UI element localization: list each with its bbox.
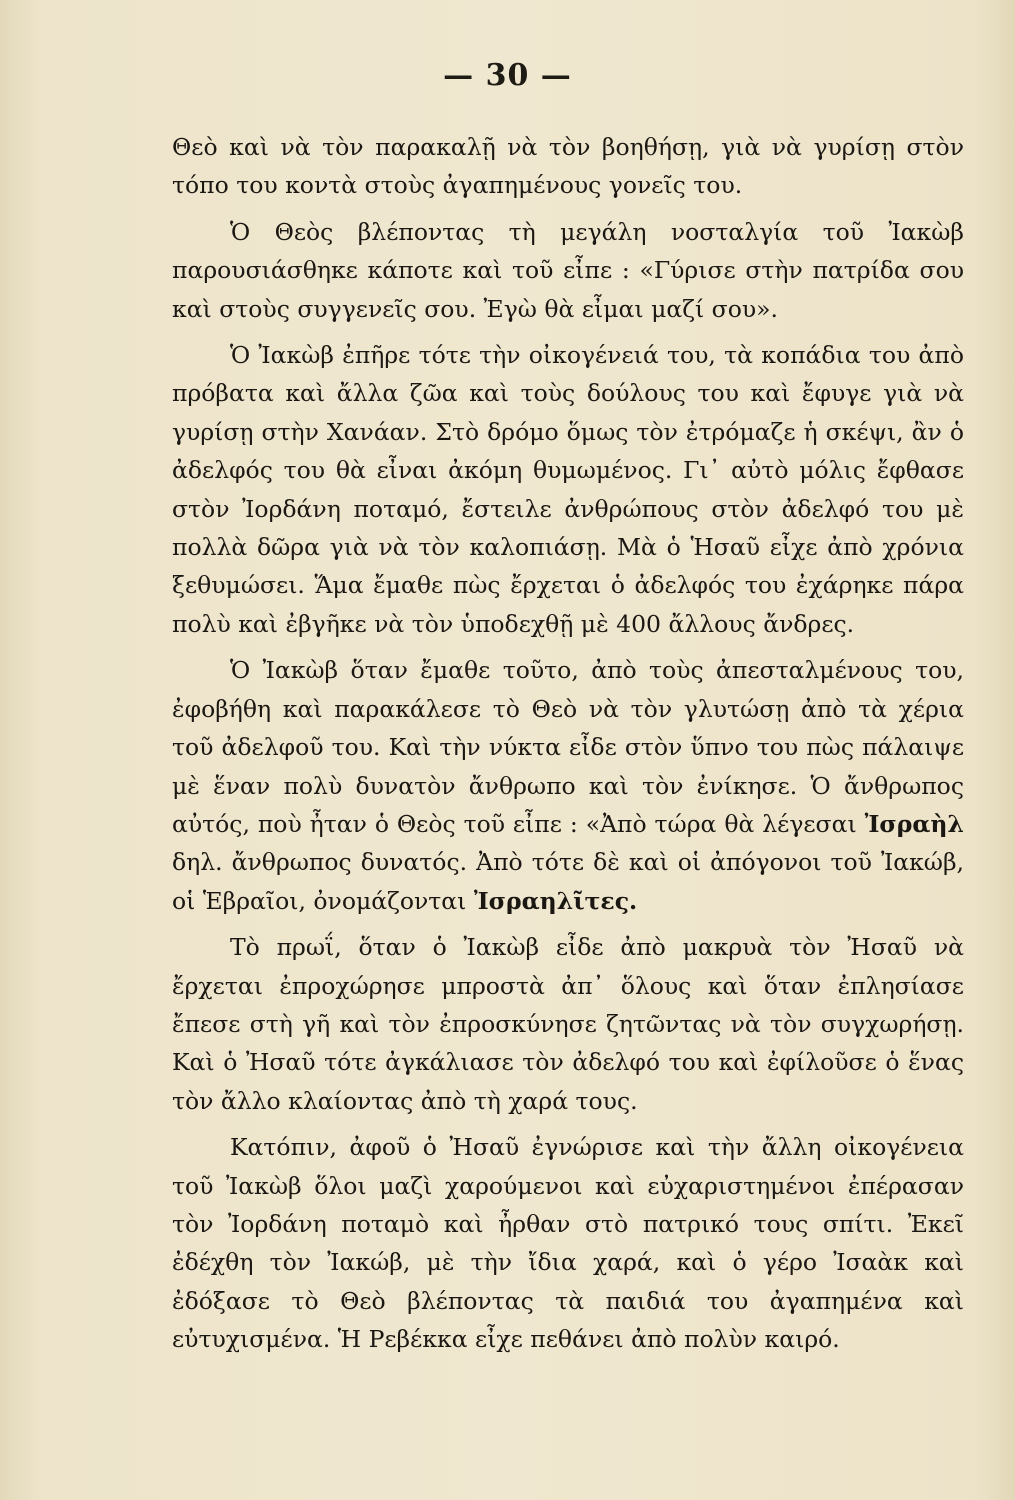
term-israelites: Ἰσραηλῖτες. <box>473 886 638 915</box>
paragraph-god-speaks: Ὁ Θεὸς βλέποντας τὴ μεγάλη νοσταλγία τοῦ Ἰακὼβ παρουσιάσθηκε κάποτε καὶ τοῦ εἶπε : «Γύρισε στὴν πατρίδα σου καὶ στοὺς συγγενεῖς σου. Ἐγὼ θὰ εἶμαι μαζί σου». <box>172 217 964 323</box>
paragraph-journey: Ὁ Ἰακὼβ ἐπῆρε τότε τὴν οἰκογένειά του, τὰ κοπάδια του ἀπὸ πρόβατα καὶ ἄλλα ζῶα καὶ τοὺς δούλους του καὶ ἔφυγε γιὰ νὰ γυρίσῃ στὴν Χανάαν. Στὸ δρόμο ὅμως τὸν ἐτρόμαζε ἡ σκέψι, ἂν ὁ ἀδελφός του θὰ εἶναι ἀκόμη θυμωμένος. Γι᾿ αὐτὸ μόλις ἔφθασε στὸν Ἰορδάνη ποταμό, ἔστειλε ἀνθρώπους στὸν ἀδελφό του μὲ πολλὰ δῶρα γιὰ νὰ τὸν καλοπιάσῃ. Μὰ ὁ Ἡσαῦ εἶχε ἀπὸ χρόνια ξεθυμώσει. Ἅμα ἔμαθε πὼς ἔρχεται ὁ ἀδελφός του ἐχάρηκε πάρα πολὺ καὶ ἐβγῆκε νὰ τὸν ὑποδεχθῇ μὲ 400 ἄλλους ἄνδρες. <box>172 341 964 638</box>
paragraph-reconciliation: Τὸ πρωΐ, ὅταν ὁ Ἰακὼβ εἶδε ἀπὸ μακρυὰ τὸν Ἠσαῦ νὰ ἔρχεται ἐπροχώρησε μπροστὰ ἀπ᾿ ὅλους καὶ ὅταν ἐπλησίασε ἔπεσε στὴ γῆ καὶ τὸν ἐπροσκύνησε ζητῶντας νὰ τὸν συγχωρήσῃ. Καὶ ὁ Ἠσαῦ τότε ἀγκάλιασε τὸν ἀδελφό του καὶ ἐφίλοῦσε ὁ ἕνας τὸν ἄλλο κλαίοντας ἀπὸ τὴ χαρά τους. <box>172 933 964 1115</box>
body-text <box>172 128 964 1359</box>
paragraph-israel-part-1: Ὁ Ἰακὼβ ὅταν ἔμαθε τοῦτο, ἀπὸ τοὺς ἀπεσταλμένους του, ἐφοβήθη καὶ παρακάλεσε τὸ Θεὸ νὰ τὸν γλυτώσῃ ἀπὸ τὰ χέρια τοῦ ἀδελφοῦ του. Καὶ τὴν νύκτα εἶδε στὸν ὕπνο του πὼς πάλαιψε μὲ ἕναν πολὺ δυνατὸν ἄνθρωπο καὶ τὸν ἐνίκησε. Ὁ ἄνθρωπος αὐτός, ποὺ ἦταν ὁ Θεὸς τοῦ εἶπε : «Ἀπὸ τώρα θὰ λέγεσαι <box>172 656 964 838</box>
paragraph-israel <box>172 651 964 920</box>
paragraph-israel-part-2: δηλ. ἄνθρωπος δυνατός. Ἀπὸ τότε δὲ καὶ οἱ ἀπόγονοι τοῦ Ἰακώβ, οἱ Ἑβραῖοι, ὀνομάζονται <box>172 848 964 915</box>
paragraph-homecoming: Κατόπιν, ἀφοῦ ὁ Ἠσαῦ ἐγνώρισε καὶ τὴν ἄλλη οἰκογένεια τοῦ Ἰακὼβ ὅλοι μαζὶ χαρούμενοι καὶ εὐχαριστημένοι ἐπέρασαν τὸν Ἰορδάνη ποταμὸ καὶ ἦρθαν στὸ πατρικό τους σπίτι. Ἐκεῖ ἐδέχθη τὸν Ἰακώβ, μὲ τὴν ἴδια χαρά, καὶ ὁ γέρο Ἰσαὰκ καὶ ἐδόξασε τὸ Θεὸ βλέποντας τὰ παιδιά του ἀγαπημένα καὶ εὐτυχισμένα. Ἡ Ρεβέκκα εἶχε πεθάνει ἀπὸ πολὺν καιρό. <box>172 1133 964 1354</box>
paragraph-continuation: Θεὸ καὶ νὰ τὸν παρακαλῇ νὰ τὸν βοηθήσῃ, γιὰ νὰ γυρίσῃ στὸν τόπο του κοντὰ στοὺς ἀγαπημένους γονεῖς του. <box>172 133 964 200</box>
page-number: — 30 — <box>443 58 572 93</box>
term-israel: Ἰσραὴλ <box>864 809 964 838</box>
